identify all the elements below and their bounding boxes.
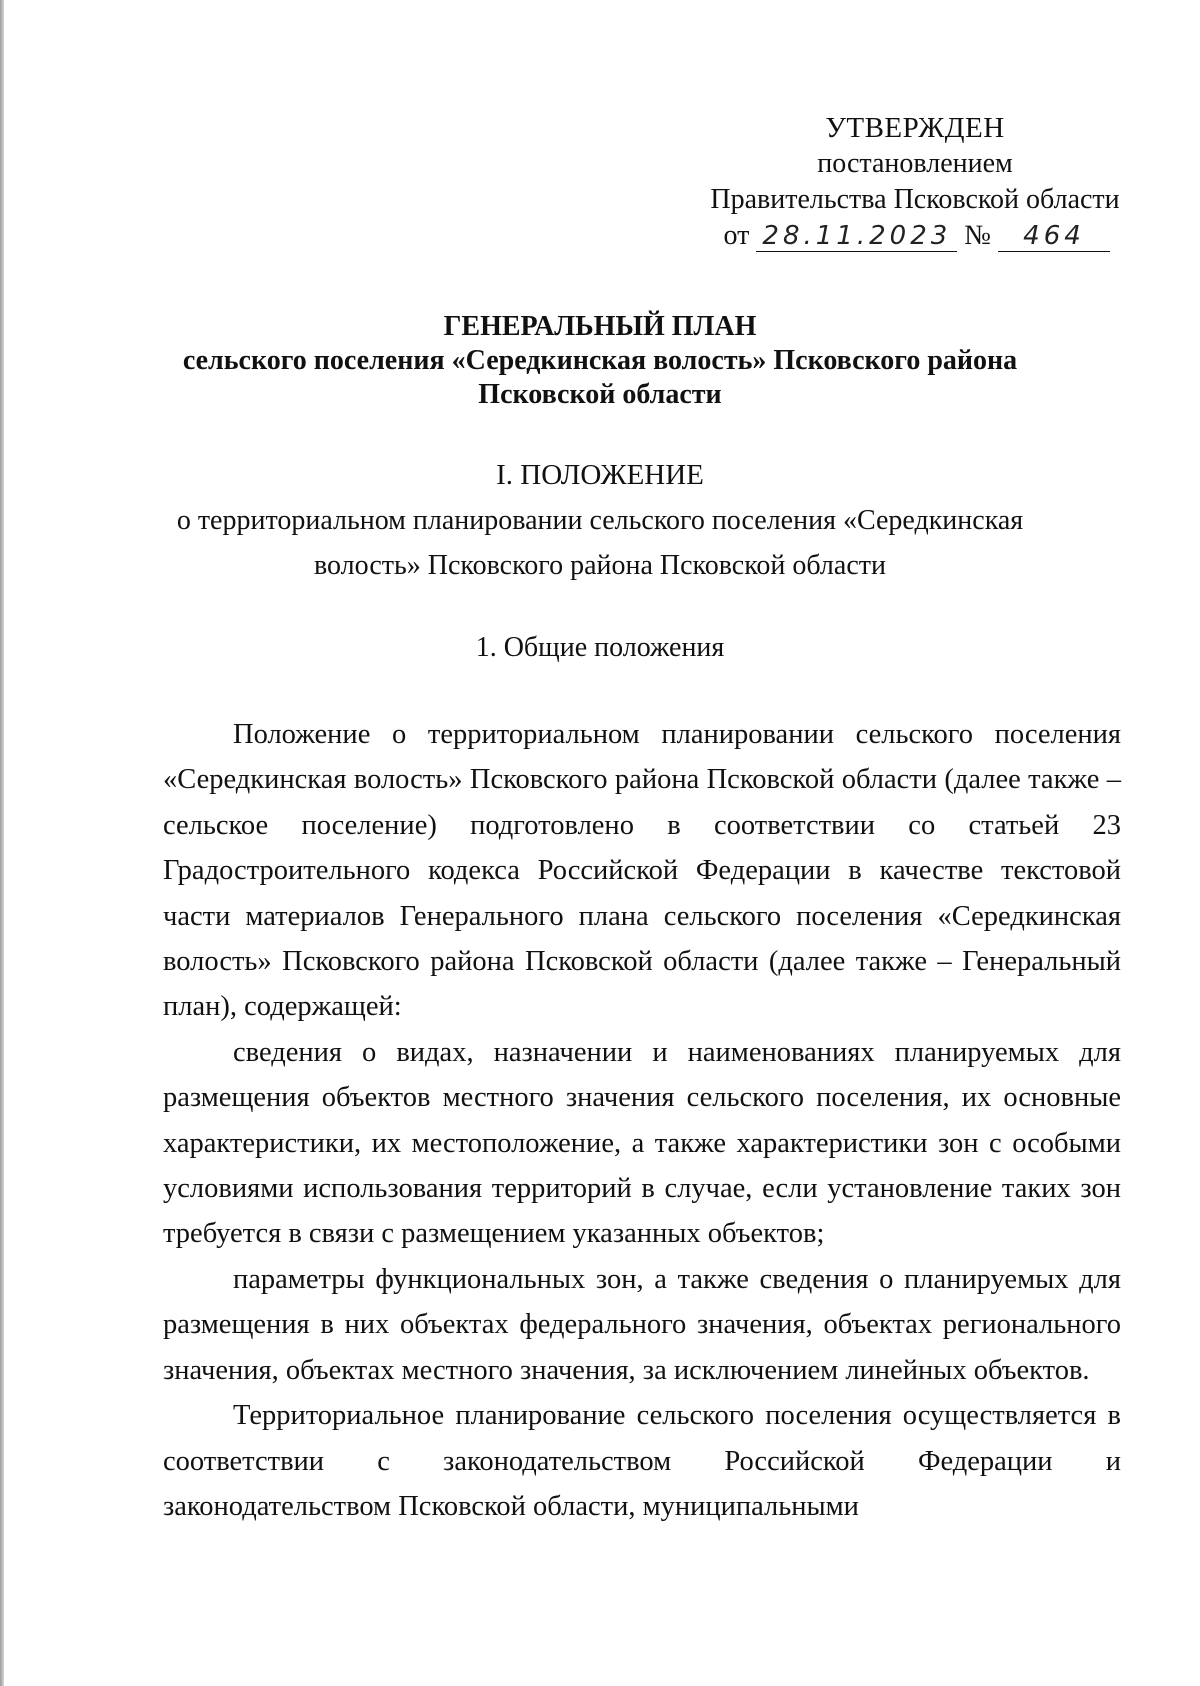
handwritten-number: 464 (998, 221, 1110, 252)
approval-heading: УТВЕРЖДЕН (825, 112, 1005, 144)
title-line-3: Псковской области (478, 379, 722, 410)
section-subtitle-line-2: волость» Псковского района Псковской области (314, 550, 886, 581)
document-title (150, 310, 1050, 412)
number-prefix: № (964, 220, 991, 251)
approval-date-line (690, 218, 1140, 254)
paragraph: параметры функциональных зон, а также сведения о планируемых для размещения в них объектах федерального значения, объектах регионального значения, объектах местного значения, за исключением линейных объектов. (163, 1263, 1121, 1386)
section-heading: I. ПОЛОЖЕНИЕ (496, 459, 704, 491)
approval-block (690, 110, 1140, 254)
date-prefix: от (723, 220, 750, 251)
section-heading-block (150, 452, 1050, 588)
approval-authority: Правительства Псковской области (710, 184, 1120, 215)
paragraph: сведения о видах, назначении и наименованиях планируемых для размещения объектов местного значения сельского поселения, их основные характеристики, их местоположение, а также характеристики зон с особыми условиями использования территорий в случае, если установление таких зон требуется в связи с размещением указанных объектов; (163, 1036, 1121, 1250)
paragraph: Положение о территориальном планировании сельского поселения «Середкинская волость» Псковского района Псковской области (далее также – сельское поселение) подготовлено в соответствии со статьей 23 Градостроительного кодекса Российской Федерации в качестве текстовой части материалов Генерального плана сельского поселения «Середкинская волость» Псковского района Псковской области (далее также – Генеральный план), содержащей: (163, 719, 1121, 1023)
handwritten-date: 28.11.2023 (756, 221, 957, 252)
paragraph: Территориальное планирование сельского поселения осуществляется в соответствии с законодательством Российской Федерации и законодательством Псковской области, муниципальными (163, 1400, 1121, 1522)
approval-by: постановлением (817, 148, 1013, 179)
section-subtitle-line-1: о территориальном планировании сельского поселения «Середкинская (176, 505, 1024, 536)
scan-edge (0, 0, 4, 1686)
title-line-1: ГЕНЕРАЛЬНЫЙ ПЛАН (443, 311, 757, 342)
title-line-2: сельского поселения «Середкинская волость» Псковского района (182, 345, 1018, 376)
body-text (163, 712, 1121, 1529)
subsection-heading: 1. Общие положения (475, 632, 725, 663)
